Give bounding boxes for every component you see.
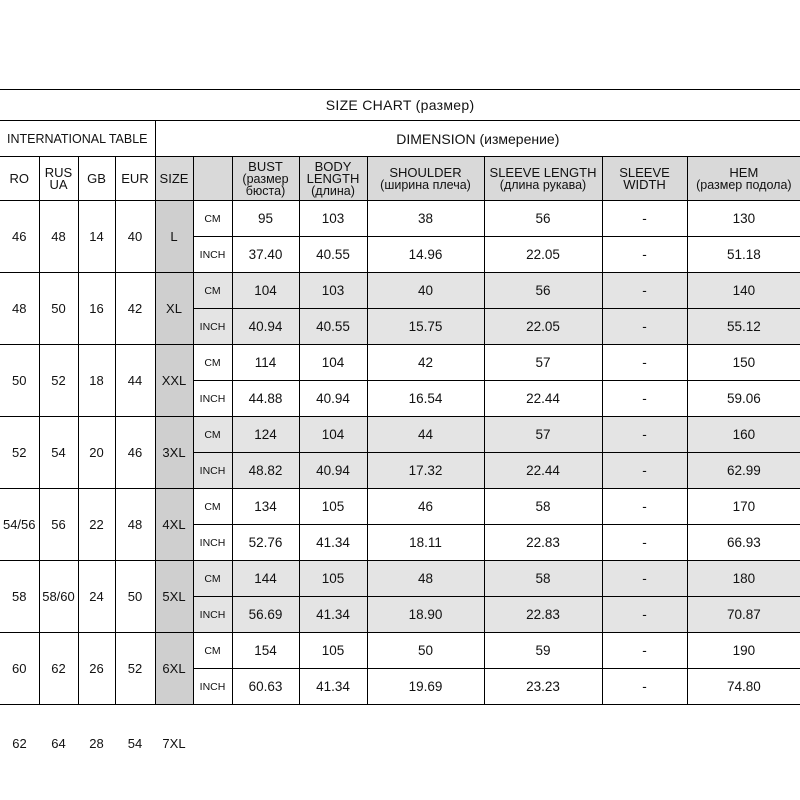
cell-unit-inch: INCH xyxy=(193,597,232,633)
cell-gb: 28 xyxy=(89,735,104,751)
cell-sleeve-width-inch: - xyxy=(602,453,687,489)
cell-gb: 22 xyxy=(78,489,115,561)
cell-rus-ua: 50 xyxy=(39,273,78,345)
cell-eur: 40 xyxy=(115,201,155,273)
cell-sleeve-width-cm: - xyxy=(602,561,687,597)
cell-sleeve-width-inch: - xyxy=(602,381,687,417)
cell-sleeve-width-cm: - xyxy=(602,633,687,669)
cell-eur: 46 xyxy=(115,417,155,489)
header-shoulder-sub: (ширина плеча) xyxy=(380,177,471,192)
cell-shoulder-cm: 44 xyxy=(367,417,484,453)
cell-bust-cm: 144 xyxy=(232,561,299,597)
cell-unit-cm: CM xyxy=(193,633,232,669)
cell-unit-inch: INCH xyxy=(193,237,232,273)
column-header-row xyxy=(0,157,800,201)
cell-eur: 52 xyxy=(115,633,155,705)
cell-unit-cm: CM xyxy=(193,345,232,381)
cell-size: XL xyxy=(155,273,193,345)
cell-bust-cm: 114 xyxy=(232,345,299,381)
cell-body-length-inch: 40.55 xyxy=(299,237,367,273)
cell-shoulder-inch: 14.96 xyxy=(367,237,484,273)
cell-gb: 24 xyxy=(78,561,115,633)
cell-bust-inch: 56.69 xyxy=(232,597,299,633)
cell-shoulder-inch: 17.32 xyxy=(367,453,484,489)
size-chart-table xyxy=(0,89,800,781)
cell-unit-inch: INCH xyxy=(193,525,232,561)
cell-sleeve-width-cm: - xyxy=(602,273,687,309)
cell-body-length-inch: 41.34 xyxy=(299,597,367,633)
cell-unit-cm: CM xyxy=(193,561,232,597)
cell-bust-cm: 134 xyxy=(232,489,299,525)
cell-unit-cm: CM xyxy=(193,489,232,525)
cell-hem-inch: 66.93 xyxy=(687,525,800,561)
cell-body-length-inch: 41.34 xyxy=(299,669,367,705)
cell-hem-cm: 160 xyxy=(687,417,800,453)
cell-gb: 20 xyxy=(78,417,115,489)
cell-hem-cm: 140 xyxy=(687,273,800,309)
cell-shoulder-cm: 50 xyxy=(367,633,484,669)
header-rus: RUS xyxy=(44,164,73,180)
cell-shoulder-cm: 46 xyxy=(367,489,484,525)
cell-hem-cm: 150 xyxy=(687,345,800,381)
cell-bust-cm: 124 xyxy=(232,417,299,453)
header-rus-ua xyxy=(39,157,78,201)
cell-sleeve-width-inch: - xyxy=(602,309,687,345)
table-row-extra xyxy=(0,705,800,782)
cell-gb: 18 xyxy=(78,345,115,417)
cell-ro: 54/56 xyxy=(0,489,39,561)
cell-sleeve-length-inch: 22.44 xyxy=(484,453,602,489)
cell-hem-cm: 130 xyxy=(687,201,800,237)
cell-body-length-inch: 40.94 xyxy=(299,453,367,489)
cell-hem-inch: 59.06 xyxy=(687,381,800,417)
cell-size: 7XL xyxy=(162,735,186,751)
empty-cell xyxy=(299,705,367,782)
cell-hem-cm: 190 xyxy=(687,633,800,669)
cell-size: 3XL xyxy=(155,417,193,489)
header-body-length-label: BODY LENGTH xyxy=(306,158,360,186)
cell-unit-cm: CM xyxy=(193,273,232,309)
cell-size: XXL xyxy=(155,345,193,417)
cell-eur: 50 xyxy=(115,561,155,633)
cell-bust-inch: 48.82 xyxy=(232,453,299,489)
header-size: SIZE xyxy=(155,157,193,201)
empty-cell xyxy=(602,705,687,782)
header-unit-blank xyxy=(193,157,232,201)
cell-body-length-cm: 104 xyxy=(299,345,367,381)
cell-ro: 46 xyxy=(0,201,39,273)
cell-unit-inch: INCH xyxy=(193,669,232,705)
header-body-length xyxy=(299,157,367,201)
cell-body-length-cm: 105 xyxy=(299,561,367,597)
cell-sleeve-length-inch: 22.83 xyxy=(484,597,602,633)
cell-rus-ua: 58/60 xyxy=(39,561,78,633)
cell-body-length-cm: 104 xyxy=(299,417,367,453)
cell-bust-inch: 60.63 xyxy=(232,669,299,705)
cell-sleeve-length-cm: 56 xyxy=(484,273,602,309)
table-row xyxy=(0,345,800,381)
cell-shoulder-inch: 15.75 xyxy=(367,309,484,345)
cell-size: 5XL xyxy=(155,561,193,633)
cell-body-length-inch: 40.55 xyxy=(299,309,367,345)
cell-sleeve-length-inch: 22.44 xyxy=(484,381,602,417)
empty-cell xyxy=(367,705,484,782)
cell-unit-inch: INCH xyxy=(193,309,232,345)
cell-shoulder-cm: 48 xyxy=(367,561,484,597)
cell-ro: 60 xyxy=(0,633,39,705)
header-ua: UA xyxy=(49,176,68,192)
header-sleeve-length-sub: (длина рукава) xyxy=(499,177,587,192)
cell-eur: 48 xyxy=(115,489,155,561)
cell-ro: 58 xyxy=(0,561,39,633)
header-body-length-sub: (длина) xyxy=(311,183,355,198)
table-row xyxy=(0,201,800,237)
cell-size: 4XL xyxy=(155,489,193,561)
header-gb: GB xyxy=(78,157,115,201)
cell-sleeve-length-inch: 22.83 xyxy=(484,525,602,561)
table-row xyxy=(0,489,800,525)
cell-hem-inch: 51.18 xyxy=(687,237,800,273)
cell-bust-inch: 44.88 xyxy=(232,381,299,417)
cell-gb: 16 xyxy=(78,273,115,345)
cell-hem-inch: 55.12 xyxy=(687,309,800,345)
cell-body-length-inch: 41.34 xyxy=(299,525,367,561)
cell-sleeve-width-inch: - xyxy=(602,237,687,273)
cell-body-length-cm: 103 xyxy=(299,273,367,309)
cell-sleeve-length-cm: 58 xyxy=(484,489,602,525)
cell-shoulder-inch: 16.54 xyxy=(367,381,484,417)
header-sleeve-width: SLEEVE WIDTH xyxy=(602,157,687,201)
cell-ro: 52 xyxy=(0,417,39,489)
cell-eur: 54 xyxy=(127,735,143,751)
cell-rus-ua: 64 xyxy=(51,735,66,751)
cell-rus-ua: 56 xyxy=(39,489,78,561)
header-hem-label: HEM xyxy=(729,164,759,180)
cell-bust-inch: 52.76 xyxy=(232,525,299,561)
cell-unit-inch: INCH xyxy=(193,381,232,417)
header-sleeve-length-label: SLEEVE LENGTH xyxy=(489,164,597,180)
cell-size: 6XL xyxy=(155,633,193,705)
header-eur: EUR xyxy=(115,157,155,201)
cell-sleeve-length-cm: 59 xyxy=(484,633,602,669)
dimension-label: DIMENSION (измерение) xyxy=(155,121,800,157)
header-sleeve-length xyxy=(484,157,602,201)
cell-sleeve-width-cm: - xyxy=(602,489,687,525)
cell-eur: 42 xyxy=(115,273,155,345)
header-shoulder xyxy=(367,157,484,201)
header-ro: RO xyxy=(0,157,39,201)
cell-body-length-cm: 105 xyxy=(299,489,367,525)
cell-shoulder-inch: 18.90 xyxy=(367,597,484,633)
cell-sleeve-length-inch: 23.23 xyxy=(484,669,602,705)
cell-body-length-cm: 103 xyxy=(299,201,367,237)
cell-hem-cm: 180 xyxy=(687,561,800,597)
empty-cell xyxy=(193,705,232,782)
cell-ro: 50 xyxy=(0,345,39,417)
cell-sleeve-width-cm: - xyxy=(602,345,687,381)
cell-bust-cm: 95 xyxy=(232,201,299,237)
cell-bust-inch: 40.94 xyxy=(232,309,299,345)
cell-sleeve-length-inch: 22.05 xyxy=(484,309,602,345)
cell-eur: 44 xyxy=(115,345,155,417)
header-hem xyxy=(687,157,800,201)
empty-cell xyxy=(484,705,602,782)
cell-sleeve-width-cm: - xyxy=(602,417,687,453)
cell-hem-inch: 74.80 xyxy=(687,669,800,705)
table-row xyxy=(0,561,800,597)
header-shoulder-label: SHOULDER xyxy=(389,164,462,180)
cell-shoulder-inch: 18.11 xyxy=(367,525,484,561)
cell-bust-cm: 104 xyxy=(232,273,299,309)
chart-title: SIZE CHART (размер) xyxy=(0,90,800,121)
empty-cell xyxy=(232,705,299,782)
cell-rus-ua: 52 xyxy=(39,345,78,417)
international-table-label: INTERNATIONAL TABLE xyxy=(0,121,155,157)
empty-cell xyxy=(687,705,800,782)
cell-rus-ua: 48 xyxy=(39,201,78,273)
cell-gb: 26 xyxy=(78,633,115,705)
cell-shoulder-cm: 42 xyxy=(367,345,484,381)
cell-sleeve-length-cm: 56 xyxy=(484,201,602,237)
cell-sleeve-length-cm: 57 xyxy=(484,345,602,381)
cell-sleeve-width-inch: - xyxy=(602,597,687,633)
cell-shoulder-cm: 38 xyxy=(367,201,484,237)
header-bust-sub: (размер бюста) xyxy=(242,171,289,198)
cell-unit-cm: CM xyxy=(193,417,232,453)
table-row xyxy=(0,417,800,453)
cell-body-length-cm: 105 xyxy=(299,633,367,669)
cell-unit-inch: INCH xyxy=(193,453,232,489)
cell-body-length-inch: 40.94 xyxy=(299,381,367,417)
cell-sleeve-width-cm: - xyxy=(602,201,687,237)
cell-sleeve-width-inch: - xyxy=(602,669,687,705)
cell-bust-inch: 37.40 xyxy=(232,237,299,273)
cell-unit-cm: CM xyxy=(193,201,232,237)
cell-ro: 62 xyxy=(12,735,27,751)
header-bust-label: BUST xyxy=(248,158,283,174)
header-hem-sub: (размер подола) xyxy=(696,177,792,192)
header-bust xyxy=(232,157,299,201)
cell-gb: 14 xyxy=(78,201,115,273)
cell-hem-inch: 62.99 xyxy=(687,453,800,489)
cell-hem-inch: 70.87 xyxy=(687,597,800,633)
cell-size: L xyxy=(155,201,193,273)
cell-sleeve-length-inch: 22.05 xyxy=(484,237,602,273)
cell-shoulder-cm: 40 xyxy=(367,273,484,309)
cell-rus-ua: 62 xyxy=(39,633,78,705)
cell-sleeve-width-inch: - xyxy=(602,525,687,561)
cell-bust-cm: 154 xyxy=(232,633,299,669)
table-row xyxy=(0,633,800,669)
table-row xyxy=(0,273,800,309)
cell-hem-cm: 170 xyxy=(687,489,800,525)
cell-rus-ua: 54 xyxy=(39,417,78,489)
cell-shoulder-inch: 19.69 xyxy=(367,669,484,705)
cell-sleeve-length-cm: 57 xyxy=(484,417,602,453)
cell-ro: 48 xyxy=(0,273,39,345)
cell-sleeve-length-cm: 58 xyxy=(484,561,602,597)
